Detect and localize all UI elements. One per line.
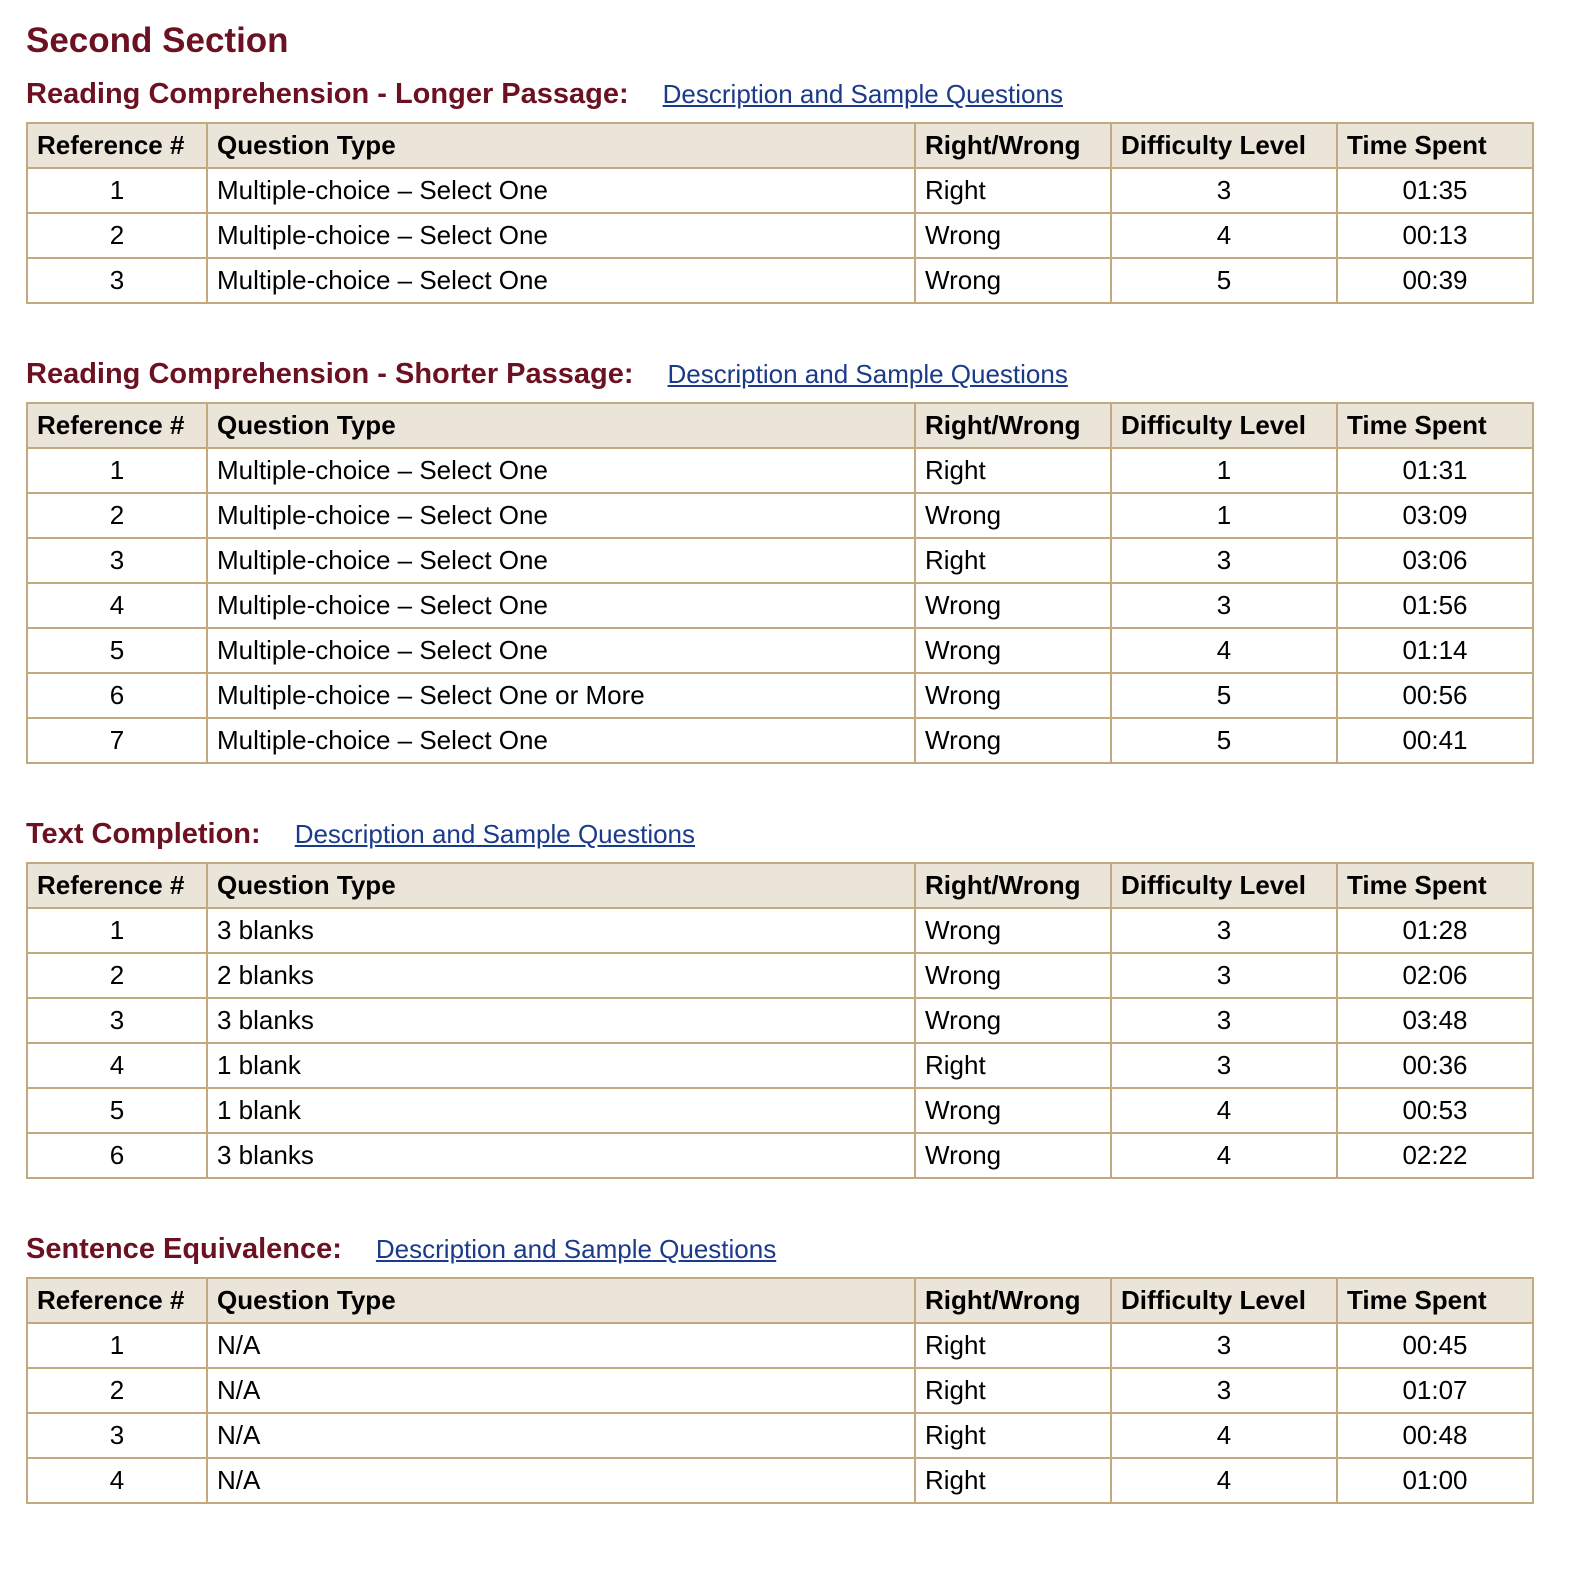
cell-difficulty-level: 3	[1111, 998, 1337, 1043]
cell-time-spent: 02:22	[1337, 1133, 1533, 1178]
column-header-right-wrong: Right/Wrong	[915, 863, 1111, 908]
table-header-row	[27, 403, 1533, 448]
cell-question-type: 3 blanks	[207, 1133, 915, 1178]
cell-difficulty-level: 5	[1111, 673, 1337, 718]
cell-time-spent: 00:45	[1337, 1323, 1533, 1368]
cell-reference: 4	[27, 1458, 207, 1503]
block-title: Text Completion:	[26, 818, 261, 850]
cell-right-wrong: Right	[915, 168, 1111, 213]
cell-difficulty-level: 4	[1111, 1413, 1337, 1458]
table-row	[27, 1458, 1533, 1503]
cell-time-spent: 01:00	[1337, 1458, 1533, 1503]
cell-reference: 6	[27, 1133, 207, 1178]
block-title: Reading Comprehension - Longer Passage:	[26, 78, 629, 110]
cell-right-wrong: Right	[915, 1458, 1111, 1503]
cell-question-type: N/A	[207, 1368, 915, 1413]
cell-right-wrong: Wrong	[915, 998, 1111, 1043]
column-header-difficulty-level: Difficulty Level	[1111, 1278, 1337, 1323]
cell-reference: 3	[27, 538, 207, 583]
cell-time-spent: 02:06	[1337, 953, 1533, 998]
cell-question-type: 3 blanks	[207, 908, 915, 953]
cell-right-wrong: Wrong	[915, 1088, 1111, 1133]
cell-difficulty-level: 3	[1111, 538, 1337, 583]
cell-reference: 2	[27, 493, 207, 538]
column-header-question-type: Question Type	[207, 1278, 915, 1323]
cell-difficulty-level: 4	[1111, 1133, 1337, 1178]
column-header-difficulty-level: Difficulty Level	[1111, 403, 1337, 448]
cell-reference: 3	[27, 998, 207, 1043]
cell-question-type: Multiple-choice – Select One	[207, 258, 915, 303]
table-header-row	[27, 123, 1533, 168]
description-sample-questions-link[interactable]: Description and Sample Questions	[662, 79, 1063, 109]
cell-reference: 6	[27, 673, 207, 718]
cell-reference: 3	[27, 258, 207, 303]
cell-reference: 2	[27, 213, 207, 258]
cell-question-type: 3 blanks	[207, 998, 915, 1043]
cell-difficulty-level: 4	[1111, 1088, 1337, 1133]
column-header-right-wrong: Right/Wrong	[915, 403, 1111, 448]
cell-difficulty-level: 3	[1111, 1323, 1337, 1368]
cell-right-wrong: Wrong	[915, 908, 1111, 953]
block-heading	[26, 1225, 1550, 1273]
table-row	[27, 953, 1533, 998]
results-block	[26, 1225, 1550, 1504]
cell-difficulty-level: 3	[1111, 583, 1337, 628]
column-header-right-wrong: Right/Wrong	[915, 1278, 1111, 1323]
table-row	[27, 258, 1533, 303]
table-row	[27, 538, 1533, 583]
column-header-time-spent: Time Spent	[1337, 863, 1533, 908]
cell-reference: 2	[27, 953, 207, 998]
column-header-time-spent: Time Spent	[1337, 1278, 1533, 1323]
table-row	[27, 1323, 1533, 1368]
cell-right-wrong: Wrong	[915, 583, 1111, 628]
results-table	[26, 122, 1534, 304]
table-row	[27, 1413, 1533, 1458]
cell-reference: 4	[27, 1043, 207, 1088]
results-table	[26, 402, 1534, 764]
block-title: Sentence Equivalence:	[26, 1233, 342, 1265]
cell-right-wrong: Wrong	[915, 258, 1111, 303]
cell-difficulty-level: 3	[1111, 168, 1337, 213]
cell-difficulty-level: 3	[1111, 908, 1337, 953]
cell-question-type: Multiple-choice – Select One	[207, 538, 915, 583]
table-row	[27, 493, 1533, 538]
cell-difficulty-level: 1	[1111, 448, 1337, 493]
cell-question-type: Multiple-choice – Select One	[207, 628, 915, 673]
cell-reference: 1	[27, 908, 207, 953]
cell-reference: 1	[27, 168, 207, 213]
results-block	[26, 70, 1550, 304]
block-heading	[26, 70, 1550, 118]
cell-right-wrong: Wrong	[915, 673, 1111, 718]
results-block	[26, 350, 1550, 764]
cell-time-spent: 03:06	[1337, 538, 1533, 583]
cell-question-type: Multiple-choice – Select One	[207, 718, 915, 763]
cell-difficulty-level: 4	[1111, 1458, 1337, 1503]
results-block	[26, 810, 1550, 1179]
table-row	[27, 1133, 1533, 1178]
cell-right-wrong: Right	[915, 448, 1111, 493]
cell-question-type: Multiple-choice – Select One	[207, 493, 915, 538]
table-row	[27, 908, 1533, 953]
cell-difficulty-level: 4	[1111, 213, 1337, 258]
cell-right-wrong: Right	[915, 1413, 1111, 1458]
section-title: Second Section	[26, 21, 289, 60]
cell-time-spent: 01:14	[1337, 628, 1533, 673]
cell-right-wrong: Wrong	[915, 628, 1111, 673]
cell-right-wrong: Right	[915, 538, 1111, 583]
table-row	[27, 1368, 1533, 1413]
cell-difficulty-level: 3	[1111, 953, 1337, 998]
column-header-question-type: Question Type	[207, 863, 915, 908]
cell-right-wrong: Wrong	[915, 718, 1111, 763]
results-blocks	[26, 70, 1550, 1504]
results-table	[26, 1277, 1534, 1504]
cell-question-type: N/A	[207, 1323, 915, 1368]
cell-question-type: 2 blanks	[207, 953, 915, 998]
column-header-question-type: Question Type	[207, 403, 915, 448]
table-row	[27, 628, 1533, 673]
table-row	[27, 1043, 1533, 1088]
table-row	[27, 673, 1533, 718]
cell-question-type: Multiple-choice – Select One or More	[207, 673, 915, 718]
cell-question-type: Multiple-choice – Select One	[207, 583, 915, 628]
cell-question-type: N/A	[207, 1458, 915, 1503]
cell-time-spent: 03:09	[1337, 493, 1533, 538]
cell-time-spent: 00:39	[1337, 258, 1533, 303]
column-header-time-spent: Time Spent	[1337, 123, 1533, 168]
cell-right-wrong: Right	[915, 1043, 1111, 1088]
cell-difficulty-level: 5	[1111, 718, 1337, 763]
cell-question-type: 1 blank	[207, 1088, 915, 1133]
cell-time-spent: 00:41	[1337, 718, 1533, 763]
block-heading	[26, 350, 1550, 398]
cell-difficulty-level: 4	[1111, 628, 1337, 673]
cell-time-spent: 01:31	[1337, 448, 1533, 493]
cell-right-wrong: Wrong	[915, 213, 1111, 258]
cell-time-spent: 01:07	[1337, 1368, 1533, 1413]
column-header-reference: Reference #	[27, 123, 207, 168]
table-row	[27, 718, 1533, 763]
table-row	[27, 583, 1533, 628]
cell-reference: 2	[27, 1368, 207, 1413]
cell-time-spent: 00:48	[1337, 1413, 1533, 1458]
cell-reference: 5	[27, 628, 207, 673]
cell-reference: 3	[27, 1413, 207, 1458]
cell-reference: 5	[27, 1088, 207, 1133]
cell-time-spent: 01:56	[1337, 583, 1533, 628]
description-sample-questions-link[interactable]: Description and Sample Questions	[375, 1234, 777, 1264]
cell-time-spent: 03:48	[1337, 998, 1533, 1043]
cell-question-type: Multiple-choice – Select One	[207, 213, 915, 258]
cell-right-wrong: Wrong	[915, 493, 1111, 538]
cell-difficulty-level: 3	[1111, 1368, 1337, 1413]
column-header-reference: Reference #	[27, 403, 207, 448]
cell-time-spent: 01:28	[1337, 908, 1533, 953]
cell-question-type: Multiple-choice – Select One	[207, 168, 915, 213]
column-header-reference: Reference #	[27, 863, 207, 908]
cell-reference: 1	[27, 448, 207, 493]
cell-right-wrong: Wrong	[915, 953, 1111, 998]
cell-difficulty-level: 3	[1111, 1043, 1337, 1088]
cell-time-spent: 00:36	[1337, 1043, 1533, 1088]
cell-right-wrong: Right	[915, 1323, 1111, 1368]
column-header-question-type: Question Type	[207, 123, 915, 168]
cell-time-spent: 01:35	[1337, 168, 1533, 213]
column-header-time-spent: Time Spent	[1337, 403, 1533, 448]
table-row	[27, 448, 1533, 493]
cell-difficulty-level: 5	[1111, 258, 1337, 303]
cell-right-wrong: Right	[915, 1368, 1111, 1413]
table-row	[27, 1088, 1533, 1133]
cell-question-type: 1 blank	[207, 1043, 915, 1088]
cell-reference: 4	[27, 583, 207, 628]
block-heading	[26, 810, 1550, 858]
description-sample-questions-link[interactable]: Description and Sample Questions	[294, 819, 696, 849]
column-header-reference: Reference #	[27, 1278, 207, 1323]
table-row	[27, 168, 1533, 213]
cell-question-type: Multiple-choice – Select One	[207, 448, 915, 493]
description-sample-questions-link[interactable]: Description and Sample Questions	[667, 359, 1068, 389]
table-row	[27, 998, 1533, 1043]
cell-time-spent: 00:56	[1337, 673, 1533, 718]
cell-reference: 7	[27, 718, 207, 763]
table-header-row	[27, 863, 1533, 908]
column-header-right-wrong: Right/Wrong	[915, 123, 1111, 168]
table-row	[27, 213, 1533, 258]
cell-difficulty-level: 1	[1111, 493, 1337, 538]
block-title: Reading Comprehension - Shorter Passage:	[26, 358, 634, 390]
column-header-difficulty-level: Difficulty Level	[1111, 863, 1337, 908]
cell-reference: 1	[27, 1323, 207, 1368]
cell-right-wrong: Wrong	[915, 1133, 1111, 1178]
table-header-row	[27, 1278, 1533, 1323]
cell-time-spent: 00:53	[1337, 1088, 1533, 1133]
column-header-difficulty-level: Difficulty Level	[1111, 123, 1337, 168]
cell-question-type: N/A	[207, 1413, 915, 1458]
results-table	[26, 862, 1534, 1179]
cell-time-spent: 00:13	[1337, 213, 1533, 258]
